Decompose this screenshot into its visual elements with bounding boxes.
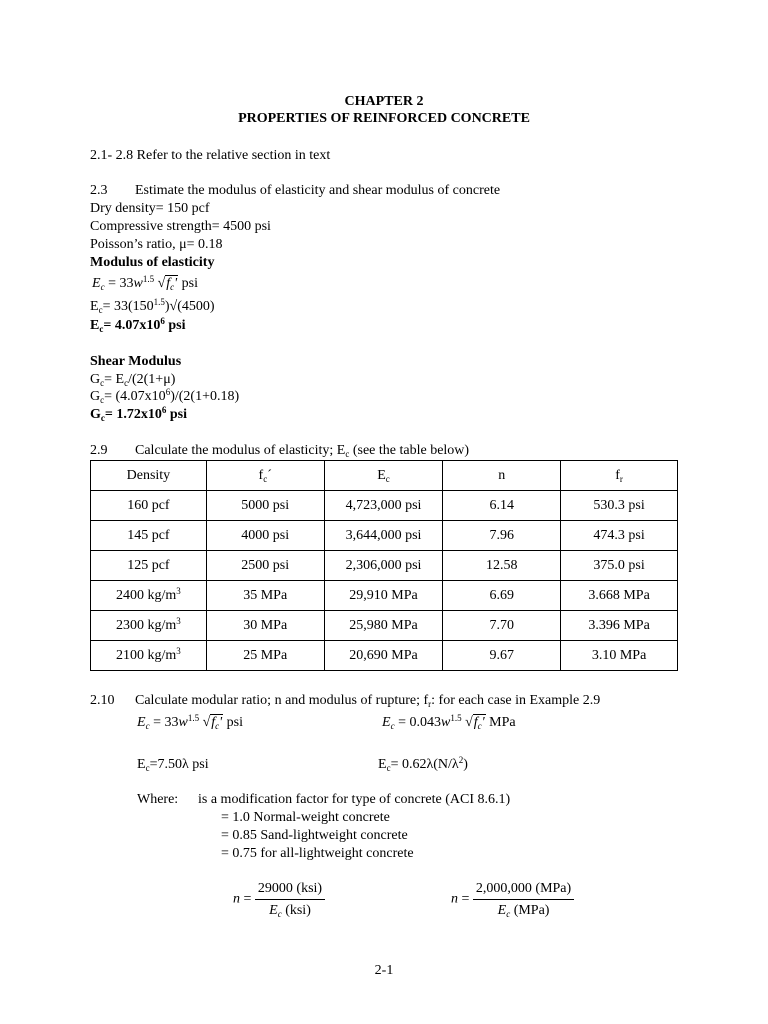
header-n: n [443,461,561,491]
ec-formula-unit: psi [181,276,198,291]
cell-ec: 2,306,000 psi [324,551,443,581]
cell-ec: 25,980 MPa [324,611,443,641]
cell-fc: 35 MPa [206,581,324,611]
cell-n: 7.70 [443,611,561,641]
cell-density: 2100 $kg/m^3$ [91,641,207,671]
chapter-number: CHAPTER 2 [344,94,424,109]
cell-fc: 4000 psi [206,521,324,551]
cell-fr: 3.10 MPa [561,641,678,671]
fr-formula-psi: $E_c=7.50\lambda$ psi [137,757,209,773]
cell-fc: 30 MPa [206,611,324,641]
ec-formula-us: $E_c = 33w^{1.5}$ $√f_c'$ psi [92,274,198,292]
cell-ec: 3,644,000 psi [324,521,443,551]
header-fc: $f_c´$ [206,461,324,491]
ec-substitution: $E_c= 33(150^{1.5})√(4500)$ [90,297,215,315]
table-header-row [91,461,678,491]
fr-formula-mpa: $E_c= 0.62\lambda(N/\lambda^2)$ [378,755,468,773]
table-row [91,581,678,611]
cell-n: 9.67 [443,641,561,671]
cell-fr: 3.396 MPa [561,611,678,641]
cell-density: 160 pcf [91,491,207,521]
cell-fr: 530.3 psi [561,491,678,521]
table-row [91,611,678,641]
shear-modulus-heading: Shear Modulus [90,354,182,369]
cell-ec: 4,723,000 psi [324,491,443,521]
header-ec: $E_c$ [324,461,443,491]
cell-density: 145 pcf [91,521,207,551]
header-density: Density [91,461,207,491]
section-2-10-number: 2.10 [90,693,115,708]
compressive-strength: Compressive strength= 4500 psi [90,219,271,234]
where-label: Where: [137,792,179,807]
cell-n: 6.69 [443,581,561,611]
cell-fr: 3.668 MPa [561,581,678,611]
header-fr: $f_r$ [561,461,678,491]
modular-ratio-us: n = $\frac{\text{29000 (ksi)}}{E_c (ksi)}$ [233,880,325,919]
properties-table [90,460,678,671]
section-2-9-number: 2.9 [90,443,108,458]
section-2-3-number: 2.3 [90,183,108,198]
dry-density: Dry density= 150 pcf [90,201,210,216]
cell-n: 7.96 [443,521,561,551]
cell-n: 6.14 [443,491,561,521]
cell-fr: 474.3 psi [561,521,678,551]
table-row [91,491,678,521]
modular-ratio-si: n = $\frac{\text{2,000,000 (MPa)}}{E_c (MPa)}$ [451,880,574,919]
ec-formula-psi: $E_c = 33w^{1.5}$ $√f_c'$ psi [137,713,243,731]
cell-fc: 5000 psi [206,491,324,521]
gc-substitution: $G_c= (4.07x10^6)/(2(1+0.18)$ [90,387,240,405]
lambda-all-lightweight: = 0.75 for all-lightweight concrete [221,846,414,861]
gc-formula: $G_c= E_c/(2(1+\mu)$ [90,372,176,388]
section-2-1-note: 2.1- 2.8 Refer to the relative section in text [90,148,331,163]
poisson-ratio: Poisson’s ratio, μ= 0.18 [90,237,223,252]
where-text: is a modification factor for type of concrete (ACI 8.6.1) [198,792,511,807]
section-2-10-title: Calculate modular ratio; n and modulus of rupture; $f_r$: for each case in Example 2.9 [135,693,601,709]
cell-ec: 29,910 MPa [324,581,443,611]
section-2-3-title: Estimate the modulus of elasticity and shear modulus of concrete [135,183,501,198]
lambda-normal-weight: = 1.0 Normal-weight concrete [221,810,390,825]
cell-fr: 375.0 psi [561,551,678,581]
gc-result: $G_c= 1.72x10^6$ psi [90,405,187,423]
cell-fc: 25 MPa [206,641,324,671]
table-row [91,521,678,551]
table-row [91,551,678,581]
ec-formula-mpa: $E_c = 0.043w^{1.5}$ $√f_c'$ MPa [382,713,516,731]
cell-density: 125 pcf [91,551,207,581]
cell-fc: 2500 psi [206,551,324,581]
lambda-sand-lightweight: = 0.85 Sand-lightweight concrete [221,828,408,843]
page-number: 2-1 [374,963,394,978]
section-2-9-title: Calculate the modulus of elasticity; $E_c$ (see the table below) [135,443,470,459]
cell-density: 2300 $kg/m^3$ [91,611,207,641]
table-row [91,641,678,671]
chapter-title: PROPERTIES OF REINFORCED CONCRETE [238,111,530,126]
cell-density: 2400 $kg/m^3$ [91,581,207,611]
ec-result: $E_c= 4.07x10^6$ psi [90,316,186,334]
cell-ec: 20,690 MPa [324,641,443,671]
modulus-of-elasticity-heading: Modulus of elasticity [90,255,215,270]
cell-n: 12.58 [443,551,561,581]
